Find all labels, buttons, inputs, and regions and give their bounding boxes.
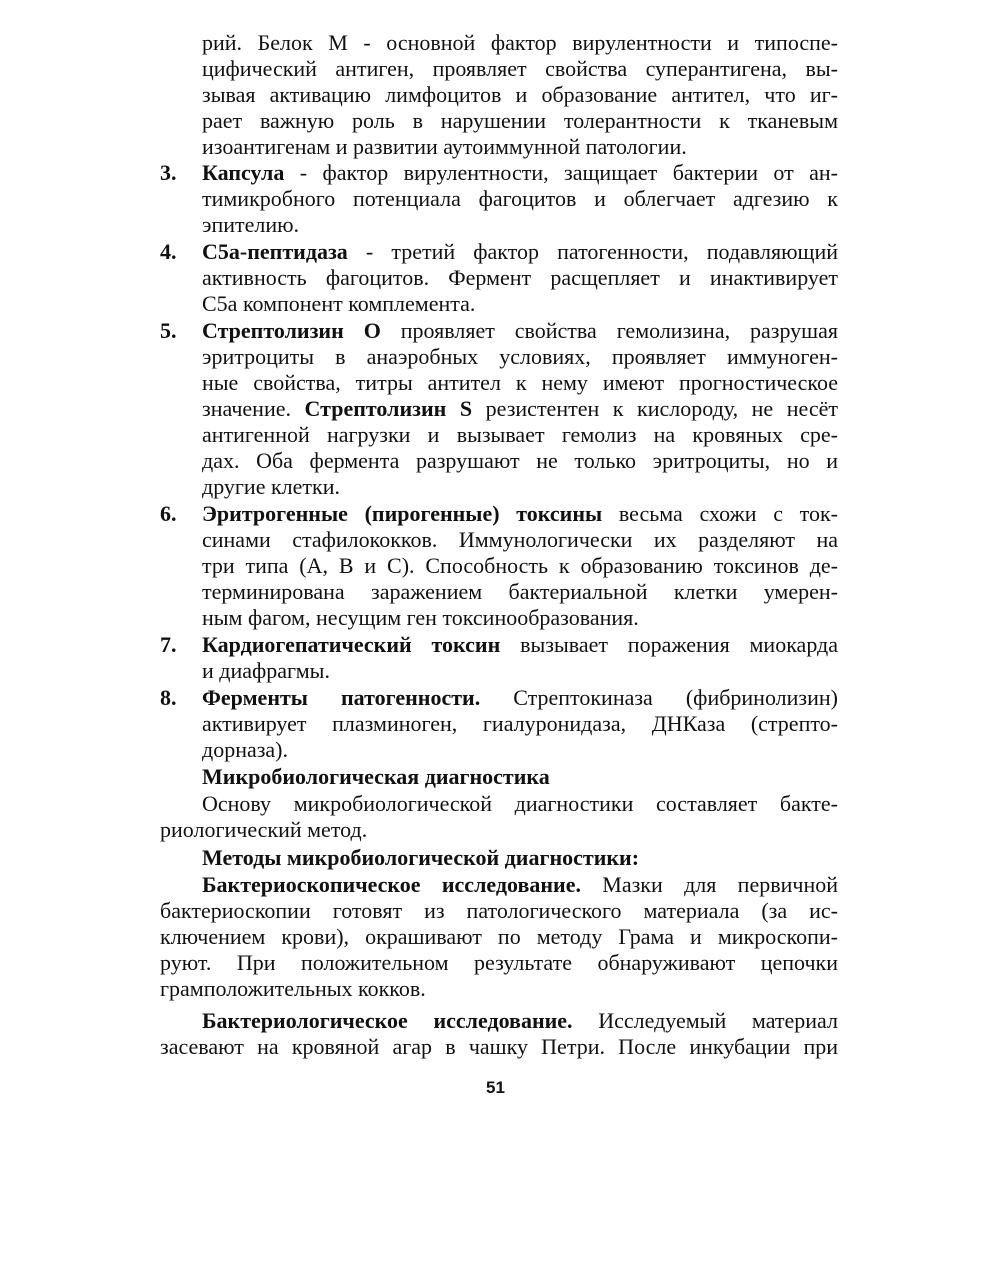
- text-line: эпителию.: [202, 212, 300, 237]
- text-line: руют. При положительном результате обнаруживают цепочки: [160, 950, 838, 975]
- text-line: эритроциты в анаэробных условиях, проявляет иммуноген-: [202, 344, 838, 369]
- text-line: ключением крови), окрашивают по методу Грама и микроскопи-: [160, 924, 838, 949]
- section-heading: Методы микробиологической диагностики:: [202, 845, 640, 870]
- text-line: активность фагоцитов. Фермент расщепляет и инактивирует: [202, 265, 838, 290]
- text-line: грамположительных кокков.: [160, 976, 426, 1001]
- text-line: дорназа).: [202, 737, 289, 762]
- text-line: рает важную роль в нарушении толерантности к тканевым: [202, 108, 838, 133]
- list-number: 7.: [160, 632, 177, 657]
- text-line: рий. Белок М - основной фактор вирулентности и типоспе-: [202, 30, 838, 55]
- list-item-term: С5а-пептидаза: [202, 239, 348, 264]
- page-number: 51: [486, 1078, 505, 1097]
- text-line: зывая активацию лимфоцитов и образование антител, что иг-: [202, 82, 838, 107]
- text-line: изоантигенам и развитии аутоиммунной патологии.: [202, 134, 687, 159]
- list-item-first-line: Капсула - фактор вирулентности, защищает бактерии от ан-: [202, 160, 838, 185]
- section-heading: Микробиологическая диагностика: [202, 764, 550, 789]
- inline-term: Стрептолизин S: [304, 396, 473, 421]
- list-item-first-line: Стрептолизин О проявляет свойства гемолизина, разрушая: [202, 318, 839, 343]
- text-line: значение. Стрептолизин S резистентен к кислороду, не несёт: [202, 396, 838, 421]
- list-item-first-line: Кардиогепатический токсин вызывает поражения миокарда: [202, 632, 838, 657]
- list-number: 5.: [160, 318, 177, 343]
- text-line: риологический метод.: [160, 817, 368, 842]
- text-line: другие клетки.: [202, 474, 340, 499]
- list-item-term: Ферменты патогенности.: [202, 685, 481, 710]
- list-item-term: Стрептолизин О: [202, 318, 381, 343]
- text-line: дах. Оба фермента разрушают не только эритроциты, но и: [202, 448, 838, 473]
- list-number: 6.: [160, 501, 177, 526]
- list-item-term: Эритрогенные (пирогенные) токсины: [202, 501, 603, 526]
- list-item-term: Капсула: [202, 160, 285, 185]
- list-item-first-line: Эритрогенные (пирогенные) токсины весьма схожи с ток-: [202, 501, 838, 526]
- list-number: 4.: [160, 239, 177, 264]
- list-number: 3.: [160, 160, 177, 185]
- text-line: терминирована заражением бактериальной клетки умерен-: [202, 579, 838, 604]
- list-item-first-line: Ферменты патогенности. Стрептокиназа (фибринолизин): [202, 685, 838, 710]
- text-line: цифический антиген, проявляет свойства суперантигена, вы-: [202, 56, 838, 81]
- text-line: ным фагом, несущим ген токсинообразования.: [202, 605, 639, 630]
- text-line: засевают на кровяной агар в чашку Петри. После инкубации при: [160, 1034, 838, 1059]
- text-line: и диафрагмы.: [202, 658, 330, 683]
- text-line: ные свойства, титры антител к нему имеют прогностическое: [202, 370, 838, 395]
- paragraph-first-line: Бактериоскопическое исследование. Мазки для первичной: [202, 872, 838, 897]
- text-line: синами стафилококков. Иммунологически их разделяют на: [202, 527, 838, 552]
- text-line: тимикробного потенциала фагоцитов и облегчает адгезию к: [202, 186, 838, 211]
- text-line: антигенной нагрузки и вызывает гемолиз на кровяных сре-: [202, 422, 838, 447]
- list-item-term: Кардиогепатический токсин: [202, 632, 501, 657]
- text-line: активирует плазминоген, гиалуронидаза, ДНКаза (стрепто-: [202, 711, 838, 736]
- list-number: 8.: [160, 685, 177, 710]
- paragraph-term: Бактериоскопическое исследование.: [202, 872, 581, 897]
- paragraph-term: Бактериологическое исследование.: [202, 1008, 573, 1033]
- text-line: бактериоскопии готовят из патологического материала (за ис-: [160, 898, 838, 923]
- paragraph-first-line: Бактериологическое исследование. Исследуемый материал: [202, 1008, 838, 1033]
- text-line: три типа (А, В и С). Способность к образованию токсинов де-: [202, 553, 838, 578]
- list-item-first-line: С5а-пептидаза - третий фактор патогенности, подавляющий: [202, 239, 838, 264]
- text-line: С5а компонент комплемента.: [202, 291, 476, 316]
- paragraph-first-line: Основу микробиологической диагностики составляет бакте-: [202, 791, 838, 816]
